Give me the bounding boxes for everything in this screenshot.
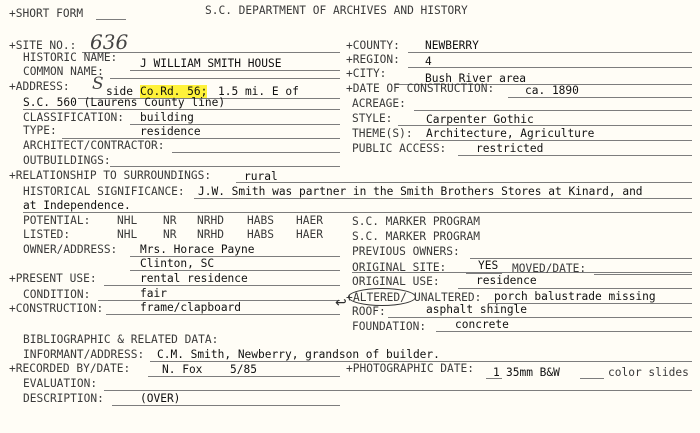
moved-date-label: MOVED/DATE:	[512, 262, 587, 275]
owner-line-2[interactable]	[130, 270, 340, 271]
listed-nr[interactable]: NR	[163, 228, 177, 241]
roof-line[interactable]	[388, 317, 692, 318]
original-site-label: ORIGINAL SITE:	[352, 261, 447, 274]
original-use-line[interactable]	[458, 288, 692, 289]
roof-label: ROOF:	[352, 305, 386, 318]
description-label: DESCRIPTION:	[23, 392, 104, 405]
county-label: +COUNTY:	[346, 39, 400, 52]
photo-count-line[interactable]	[486, 378, 502, 379]
city-value: Bush River area	[425, 72, 527, 85]
form-type-label: +SHORT FORM	[9, 7, 84, 20]
architect-line[interactable]	[172, 152, 340, 153]
themes-label: THEME(S):	[352, 127, 413, 140]
date-construction-label: +DATE OF CONSTRUCTION:	[346, 82, 495, 95]
potential-habs[interactable]: HABS	[247, 214, 274, 227]
date-construction-value: ca. 1890	[525, 84, 579, 97]
photo-count-value: 1	[493, 366, 500, 379]
address-side: side	[106, 85, 133, 98]
acreage-label: ACREAGE:	[352, 97, 406, 110]
original-use-label: ORIGINAL USE:	[352, 275, 440, 288]
listed-nrhd[interactable]: NRHD	[197, 228, 224, 241]
listed-habs[interactable]: HABS	[247, 228, 274, 241]
altered-option[interactable]: ALTERED/	[353, 291, 407, 304]
outbuildings-label: OUTBUILDINGS:	[23, 154, 111, 167]
condition-value: fair	[140, 287, 167, 300]
region-value: 4	[425, 55, 432, 68]
owner-line2-value: Clinton, SC	[140, 257, 215, 270]
description-line[interactable]	[112, 405, 340, 406]
previous-owners-label: PREVIOUS OWNERS:	[352, 245, 460, 258]
historic-name-label: HISTORIC NAME:	[23, 51, 118, 64]
construction-label: +CONSTRUCTION:	[9, 302, 104, 315]
recorded-by-value: N. Fox	[162, 363, 203, 376]
site-no-label: +SITE NO.:	[9, 39, 77, 52]
style-line[interactable]	[398, 125, 692, 126]
foundation-line[interactable]	[436, 331, 692, 332]
county-line[interactable]	[408, 52, 692, 53]
construction-value: frame/clapboard	[140, 301, 242, 314]
region-label: +REGION:	[346, 53, 400, 66]
county-value: NEWBERRY	[425, 39, 479, 52]
recorded-by-line[interactable]	[148, 376, 340, 377]
altered-circle-mark	[348, 288, 416, 306]
listed-nhl[interactable]: NHL	[117, 228, 138, 241]
recorded-date-value: 5/85	[230, 363, 257, 376]
listed-label: LISTED:	[23, 228, 71, 241]
potential-nhl[interactable]: NHL	[117, 214, 138, 227]
present-use-label: +PRESENT USE:	[9, 272, 97, 285]
potential-haer[interactable]: HAER	[296, 214, 323, 227]
altered-check-mark: ↩	[335, 295, 347, 311]
biblio-label: BIBLIOGRAPHIC & RELATED DATA:	[23, 333, 219, 346]
address-line-2[interactable]	[23, 109, 340, 110]
present-use-value: rental residence	[140, 272, 248, 285]
address-direction-handwritten: S	[92, 74, 104, 94]
informant-value: C.M. Smith, Newberry, grandson of builder.	[157, 348, 440, 361]
date-construction-line[interactable]	[508, 97, 692, 98]
type-value: residence	[140, 125, 201, 138]
description-value: (OVER)	[140, 392, 181, 405]
potential-nrhd[interactable]: NRHD	[197, 214, 224, 227]
previous-owners-line[interactable]	[470, 258, 692, 259]
photo-type-value: 35mm B&W	[506, 366, 560, 379]
present-use-line[interactable]	[104, 285, 340, 286]
public-access-value: restricted	[476, 142, 544, 155]
address-distance: 1.5 mi. E of	[218, 85, 299, 98]
address-label: +ADDRESS:	[9, 80, 70, 93]
foundation-value: concrete	[455, 318, 509, 331]
agency-title: S.C. DEPARTMENT OF ARCHIVES AND HISTORY	[205, 4, 468, 17]
original-site-value: YES	[478, 259, 499, 272]
significance-line-2[interactable]	[23, 212, 692, 213]
address-road-highlight: Co.Rd. 56;	[140, 85, 208, 98]
site-no-line[interactable]	[82, 52, 340, 53]
significance-label: HISTORICAL SIGNIFICANCE:	[23, 185, 185, 198]
outbuildings-line[interactable]	[110, 166, 340, 167]
color-slides-blank[interactable]	[580, 378, 604, 379]
type-label: TYPE:	[23, 124, 57, 137]
acreage-line[interactable]	[414, 110, 692, 111]
relationship-label: +RELATIONSHIP TO SURROUNDINGS:	[9, 169, 212, 182]
city-label: +CITY:	[346, 67, 387, 80]
site-no-value: 636	[90, 30, 129, 54]
significance-line-1[interactable]	[194, 198, 692, 199]
condition-label: CONDITION:	[23, 288, 91, 301]
foundation-label: FOUNDATION:	[352, 320, 427, 333]
form-type-blank[interactable]	[96, 19, 126, 20]
potential-nr[interactable]: NR	[163, 214, 177, 227]
evaluation-label: EVALUATION:	[23, 377, 98, 390]
significance-line1-value: J.W. Smith was partner in the Smith Brothers Stores at Kinard, and	[198, 185, 643, 198]
photo-date-label: +PHOTOGRAPHIC DATE:	[346, 362, 474, 375]
evaluation-line[interactable]	[104, 390, 692, 391]
themes-value: Architecture, Agriculture	[426, 127, 595, 140]
marker-program-potential[interactable]: S.C. MARKER PROGRAM	[352, 215, 480, 228]
historic-name-value: J WILLIAM SMITH HOUSE	[140, 57, 282, 70]
public-access-line[interactable]	[458, 155, 692, 156]
relationship-value: rural	[244, 170, 278, 183]
style-label: STYLE:	[352, 112, 393, 125]
potential-label: POTENTIAL:	[23, 214, 91, 227]
listed-haer[interactable]: HAER	[296, 228, 323, 241]
roof-value: asphalt shingle	[426, 303, 528, 316]
owner-label: OWNER/ADDRESS:	[23, 243, 118, 256]
significance-line2-value: at Independence.	[23, 199, 131, 212]
common-name-line[interactable]	[110, 78, 340, 79]
classification-label: CLASSIFICATION:	[23, 111, 125, 124]
color-slides-label: color slides	[608, 366, 689, 379]
public-access-label: PUBLIC ACCESS:	[352, 142, 447, 155]
owner-line1-value: Mrs. Horace Payne	[140, 243, 255, 256]
construction-line[interactable]	[106, 314, 340, 315]
recorded-by-label: +RECORDED BY/DATE:	[9, 362, 131, 375]
style-value: Carpenter Gothic	[426, 113, 534, 126]
informant-label: INFORMANT/ADDRESS:	[23, 348, 145, 361]
classification-value: building	[140, 111, 194, 124]
common-name-label: COMMON NAME:	[23, 65, 104, 78]
themes-line[interactable]	[420, 140, 692, 141]
unaltered-option[interactable]: UNALTERED:	[414, 291, 482, 304]
architect-label: ARCHITECT/CONTRACTOR:	[23, 139, 165, 152]
altered-detail-value: porch balustrade missing	[494, 290, 656, 303]
marker-program-listed[interactable]: S.C. MARKER PROGRAM	[352, 230, 480, 243]
address-line2-value: S.C. 560 (Laurens County line)	[23, 96, 226, 109]
relationship-line[interactable]	[236, 182, 692, 183]
historic-name-line[interactable]	[130, 70, 340, 71]
altered-prefix: +	[346, 291, 353, 304]
region-line[interactable]	[408, 67, 692, 68]
moved-date-line[interactable]	[594, 274, 692, 275]
original-use-value: residence	[476, 274, 537, 287]
